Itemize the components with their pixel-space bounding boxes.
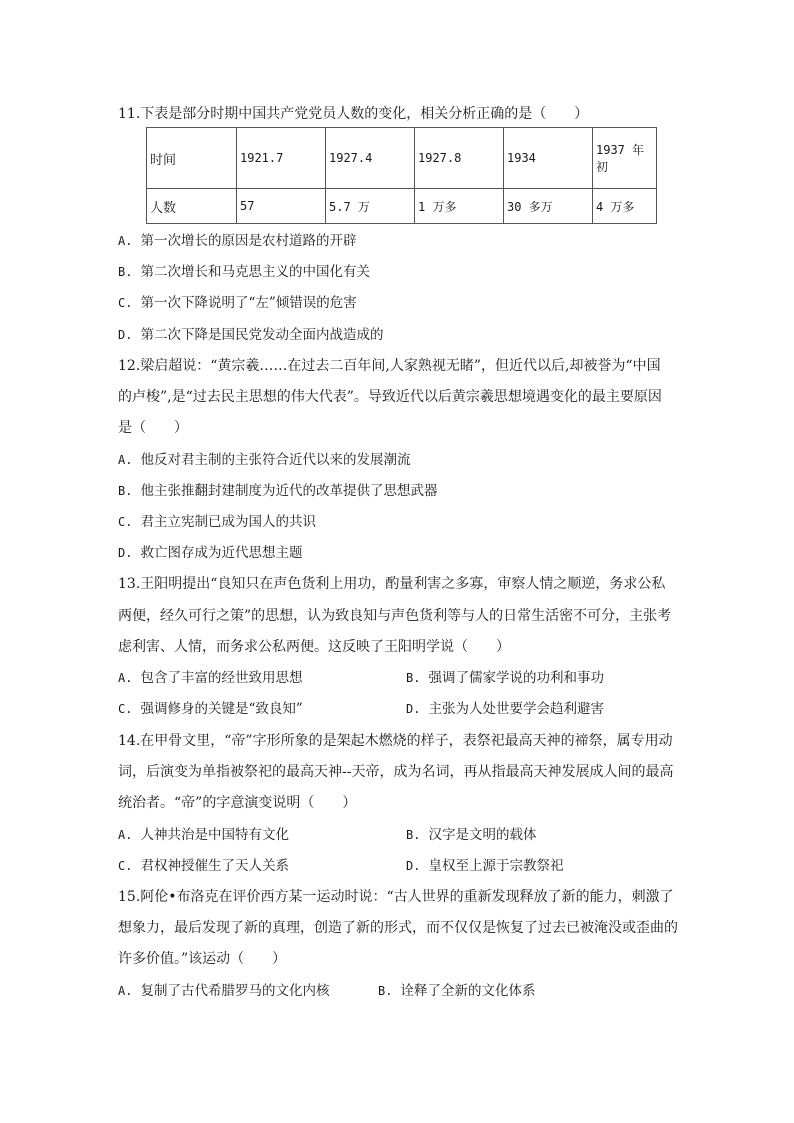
- q12-stem-line: 是（ ）: [118, 420, 188, 436]
- table-row: [147, 128, 657, 189]
- q11-option-d[interactable]: D. 第二次下降是国民党发动全面内战造成的: [118, 327, 384, 343]
- q12-option-d[interactable]: D. 救亡图存成为近代思想主题: [118, 545, 303, 561]
- table-cell: 57: [237, 189, 326, 224]
- q13-option-d[interactable]: D. 主张为人处世要学会趋利避害: [406, 701, 604, 717]
- q15-option-b[interactable]: B. 诠释了全新的文化体系: [378, 983, 536, 999]
- table-cell: 1927.4: [326, 128, 415, 189]
- q13-stem-line: 两便，经久可行之策”的思想，认为致良知与声色货利等与人的日常生活密不可分，主张考: [118, 608, 672, 624]
- q14-stem-line: 词，后演变为单指被祭祀的最高天神--天帝，成为名词，再从指最高天神发展成人间的最高: [118, 764, 674, 780]
- q11-stem: 11.下表是部分时期中国共产党党员人数的变化，相关分析正确的是（ ）: [118, 106, 589, 122]
- table-cell: 30 多万: [504, 189, 593, 224]
- table-cell: 时间: [147, 128, 237, 189]
- table-cell: 1937 年初: [593, 128, 657, 189]
- q15-stem-line: 许多价值。”该运动（ ）: [118, 951, 287, 967]
- q15-stem-line: 15.阿伦•布洛克在评价西方某一运动时说：“古人世界的重新发现释放了新的能力，刺激了: [118, 889, 674, 905]
- q14-option-c[interactable]: C. 君权神授催生了天人关系: [118, 858, 289, 874]
- q14-option-a[interactable]: A. 人神共治是中国特有文化: [118, 827, 289, 843]
- q14-option-d[interactable]: D. 皇权至上源于宗教祭祀: [406, 858, 564, 874]
- q12-option-c[interactable]: C. 君主立宪制已成为国人的共识: [118, 514, 316, 530]
- q11-option-a[interactable]: A. 第一次增长的原因是农村道路的开辟: [118, 233, 357, 249]
- q13-option-b[interactable]: B. 强调了儒家学说的功利和事功: [406, 670, 604, 686]
- table-cell: 5.7 万: [326, 189, 415, 224]
- q13-stem-line: 虑利害、人情，而务求公私两便。这反映了王阳明学说（ ）: [118, 639, 510, 655]
- table-cell: 4 万多: [593, 189, 657, 224]
- q14-stem-line: 统治者。“帝”的字意演变说明（ ）: [118, 795, 357, 811]
- q12-stem-line: 的卢梭”,是“过去民主思想的伟大代表”。导致近代以后黄宗羲思想境遇变化的最主要原因: [118, 389, 662, 405]
- table-cell: 人数: [147, 189, 237, 224]
- party-membership-table: [146, 127, 657, 224]
- q11-option-b[interactable]: B. 第二次增长和马克思主义的中国化有关: [118, 264, 370, 280]
- q13-option-a[interactable]: A. 包含了丰富的经世致用思想: [118, 670, 303, 686]
- q12-stem-line: 12.梁启超说：“黄宗羲……在过去二百年间,人家熟视无睹”，但近代以后,却被誉为“中国: [118, 358, 661, 374]
- table-cell: 1921.7: [237, 128, 326, 189]
- q12-option-b[interactable]: B. 他主张推翻封建制度为近代的改革提供了思想武器: [118, 483, 438, 499]
- table-cell: 1 万多: [415, 189, 504, 224]
- q15-option-a[interactable]: A. 复制了古代希腊罗马的文化内核: [118, 983, 330, 999]
- table-row: [147, 189, 657, 224]
- q15-stem-line: 想象力，最后发现了新的真理，创造了新的形式，而不仅仅是恢复了过去已被淹没或歪曲的: [118, 920, 678, 936]
- q14-option-b[interactable]: B. 汉字是文明的载体: [406, 827, 537, 843]
- table-cell: 1934: [504, 128, 593, 189]
- q13-stem-line: 13.王阳明提出“良知只在声色货利上用功，酌量利害之多寡，审察人情之顺逆，务求公私: [118, 576, 666, 592]
- q14-stem-line: 14.在甲骨文里，“帝”字形所象的是架起木燃烧的样子，表祭祀最高天神的禘祭，属专用动: [118, 733, 673, 749]
- q13-option-c[interactable]: C. 强调修身的关键是“致良知”: [118, 701, 303, 717]
- table-cell: 1927.8: [415, 128, 504, 189]
- q11-option-c[interactable]: C. 第一次下降说明了“左”倾错误的危害: [118, 295, 357, 311]
- q12-option-a[interactable]: A. 他反对君主制的主张符合近代以来的发展潮流: [118, 452, 411, 468]
